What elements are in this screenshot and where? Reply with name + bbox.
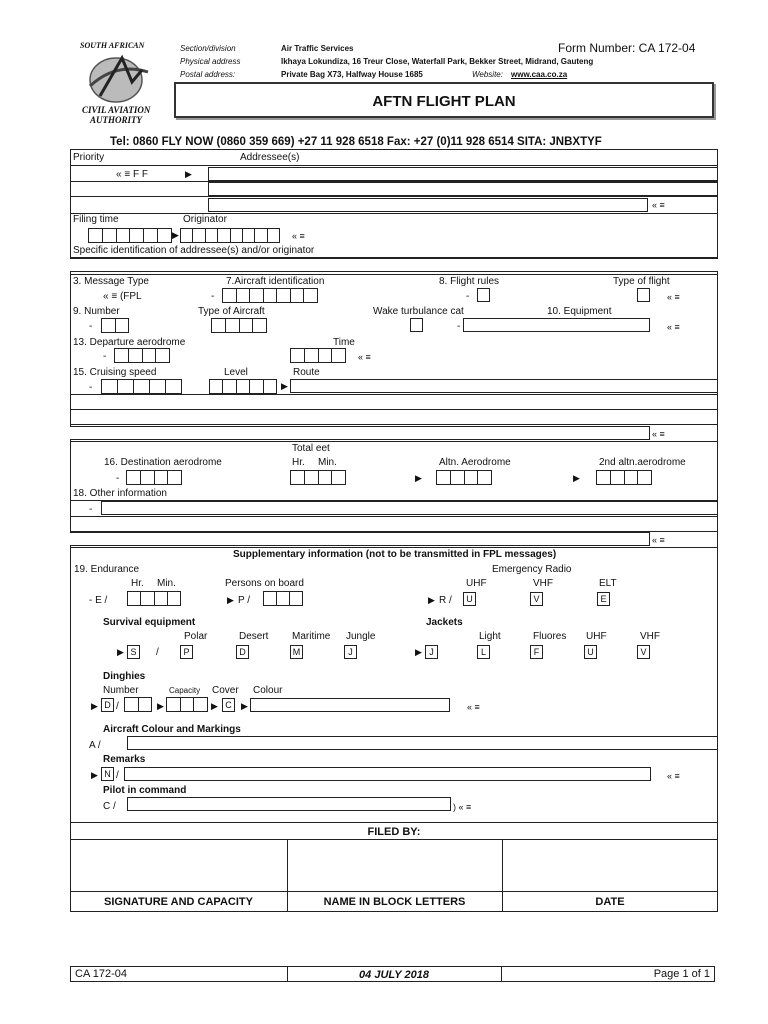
remarks-label: Remarks <box>103 754 146 765</box>
filing-time-label: Filing time <box>73 214 119 225</box>
dinghy-number-input[interactable] <box>124 697 152 712</box>
addressee-field-3[interactable] <box>208 198 648 212</box>
time-label: Time <box>333 337 355 348</box>
item9-label: 9. Number <box>73 306 120 317</box>
number-label: Number <box>103 685 139 696</box>
wake-input[interactable] <box>410 318 423 332</box>
arrow-icon: ▶ <box>185 169 192 179</box>
end-of-line-marker: « ≡ <box>358 352 371 362</box>
item18-label: 18. Other information <box>73 488 167 499</box>
type-aircraft-label: Type of Aircraft <box>198 306 265 317</box>
page-footer <box>70 966 715 982</box>
level-label: Level <box>224 367 248 378</box>
elt-label: ELT <box>599 578 617 589</box>
name-block-label: NAME IN BLOCK LETTERS <box>323 896 466 908</box>
polar-label: Polar <box>184 631 208 642</box>
form-code: CA 172-04 <box>75 968 127 980</box>
aircraft-id-input[interactable] <box>222 288 318 303</box>
arrow-icon: ▶ <box>91 770 98 780</box>
date-label: DATE <box>595 896 625 908</box>
aircraft-colour-input[interactable] <box>127 736 718 750</box>
arrow-icon: ▶ <box>281 381 288 391</box>
altn2-aerodrome-input[interactable] <box>596 470 652 485</box>
level-input[interactable] <box>209 379 277 394</box>
destination-input[interactable] <box>126 470 182 485</box>
other-info-field-1[interactable] <box>101 501 718 515</box>
dash: - <box>466 291 470 302</box>
arrow-icon: ▶ <box>211 701 218 711</box>
dinghies-label: Dinghies <box>103 671 146 682</box>
persons-input[interactable] <box>263 591 303 606</box>
arrow-icon: ▶ <box>415 473 422 483</box>
eet-min-label: Min. <box>318 457 337 468</box>
end-of-line-marker: « ≡ <box>667 771 680 781</box>
other-info-field-2[interactable] <box>70 532 650 546</box>
altn-label: Altn. Aerodrome <box>439 457 511 468</box>
light-checkbox[interactable]: L <box>477 645 490 659</box>
radio-prefix: R / <box>439 595 452 606</box>
contact-line: Tel: 0860 FLY NOW (0860 359 669) +27 11 928 6518 Fax: +27 (0)11 928 6514 SITA: JNBXTYF <box>110 136 602 148</box>
type-aircraft-input[interactable] <box>211 318 267 333</box>
specific-id-label: Specific identification of addressee(s) and/or originator <box>73 245 315 256</box>
signature-field[interactable] <box>71 840 286 890</box>
endurance-min-label: Min. <box>157 578 176 589</box>
form-number: Form Number: CA 172-04 <box>558 41 696 55</box>
arrow-icon: ▶ <box>117 647 124 657</box>
end-of-line-marker: « ≡ <box>467 702 480 712</box>
message-type-value: « ≡ (FPL <box>103 291 142 302</box>
type-of-flight-label: Type of flight <box>613 276 670 287</box>
arrow-icon: ▶ <box>415 647 422 657</box>
number-input[interactable] <box>101 318 129 333</box>
vhf-label: VHF <box>533 578 553 589</box>
elt-checkbox[interactable]: E <box>597 592 610 606</box>
eet-hr-label: Hr. <box>292 457 305 468</box>
item15-label: 15. Cruising speed <box>73 367 157 378</box>
slash: / <box>116 701 119 712</box>
postal-value: Private Bag X73, Halfway House 1685 <box>281 70 423 79</box>
altn-aerodrome-input[interactable] <box>436 470 492 485</box>
ff-prefix: « ≡ F F <box>116 169 148 180</box>
arrow-icon: ▶ <box>91 701 98 711</box>
filing-time-input[interactable] <box>88 228 172 243</box>
uhf-checkbox[interactable]: U <box>463 592 476 606</box>
website-label: Website: <box>472 70 503 79</box>
vhf-checkbox[interactable]: V <box>530 592 543 606</box>
specific-id-field[interactable] <box>70 258 718 272</box>
item3-label: 3. Message Type <box>73 276 149 287</box>
desert-label: Desert <box>239 631 269 642</box>
originator-input[interactable] <box>180 228 280 243</box>
physical-value: Ikhaya Lokundiza, 16 Treur Close, Waterfall Park, Bekker Street, Midrand, Gauteng <box>281 57 594 66</box>
end-of-line-marker: « ≡ <box>667 322 680 332</box>
end-of-line-marker: « ≡ <box>667 292 680 302</box>
jacket-uhf-label: UHF <box>586 631 607 642</box>
dinghy-colour-input[interactable] <box>250 698 450 712</box>
arrow-icon: ▶ <box>428 595 435 605</box>
signature-label: SIGNATURE AND CAPACITY <box>104 896 253 908</box>
departure-input[interactable] <box>114 348 170 363</box>
addressee-field-1[interactable] <box>208 167 718 181</box>
altn2-label: 2nd altn.aerodrome <box>599 457 686 468</box>
originator-label: Originator <box>183 214 227 225</box>
pilot-label: Pilot in command <box>103 785 187 796</box>
item16-label: 16. Destination aerodrome <box>104 457 222 468</box>
wake-label: Wake turbulance cat <box>373 306 464 317</box>
priority-label: Priority <box>73 152 105 163</box>
jackets-label: Jackets <box>426 617 463 628</box>
survival-label: Survival equipment <box>103 617 196 628</box>
arrow-icon: ▶ <box>241 701 248 711</box>
jacket-vhf-label: VHF <box>640 631 660 642</box>
persons-label: Persons on board <box>225 578 304 589</box>
arrow-icon: ▶ <box>573 473 580 483</box>
end-of-line-marker: « ≡ <box>652 200 665 210</box>
dash: - <box>103 351 107 362</box>
polar-checkbox[interactable]: P <box>180 645 193 659</box>
aircraft-colour-label: Aircraft Colour and Markings <box>103 724 241 735</box>
departure-time-input[interactable] <box>290 348 346 363</box>
slash: / <box>116 770 119 781</box>
cruising-speed-input[interactable] <box>101 379 182 394</box>
supplementary-title: Supplementary information (not to be transmitted in FPL messages) <box>233 549 557 560</box>
pilot-input[interactable] <box>127 797 451 811</box>
dash: - <box>457 321 461 332</box>
maritime-checkbox[interactable]: M <box>290 645 303 659</box>
dinghy-capacity-input[interactable] <box>166 697 208 712</box>
pilot-prefix: C / <box>103 801 116 812</box>
physical-label: Physical address <box>180 57 241 66</box>
remarks-input[interactable] <box>124 767 651 781</box>
jackets-checkbox[interactable]: J <box>425 645 438 659</box>
addressees-label: Addressee(s) <box>240 152 300 163</box>
jungle-checkbox[interactable]: J <box>344 645 357 659</box>
jungle-label: Jungle <box>346 631 376 642</box>
logo-text-line1: SOUTH AFRICAN <box>80 41 145 50</box>
remarks-checkbox[interactable]: N <box>101 767 114 781</box>
name-field[interactable] <box>288 840 501 890</box>
end-of-line-marker: « ≡ <box>292 231 305 241</box>
endurance-hr-label: Hr. <box>131 578 144 589</box>
desert-checkbox[interactable]: D <box>236 645 249 659</box>
dinghies-checkbox[interactable]: D <box>101 698 114 712</box>
maritime-label: Maritime <box>292 631 331 642</box>
slash: / <box>156 647 159 658</box>
filed-by-heading: FILED BY: <box>367 826 421 838</box>
dash: - <box>89 321 93 332</box>
section-value: Air Traffic Services <box>281 44 354 53</box>
item7-label: 7.Aircraft identification <box>226 276 325 287</box>
cover-label: Cover <box>212 685 239 696</box>
total-eet-input[interactable] <box>290 470 346 485</box>
item13-label: 13. Departure aerodrome <box>73 337 186 348</box>
endurance-input[interactable] <box>127 591 181 606</box>
light-label: Light <box>479 631 501 642</box>
jacket-vhf-checkbox[interactable]: V <box>637 645 650 659</box>
cover-checkbox[interactable]: C <box>222 698 235 712</box>
dash: - <box>116 473 120 484</box>
page-title: AFTN FLIGHT PLAN <box>372 93 516 110</box>
capacity-label: Capacity <box>169 686 201 695</box>
logo-emblem-icon <box>82 52 156 104</box>
jacket-uhf-checkbox[interactable]: U <box>584 645 597 659</box>
dash: - <box>89 382 93 393</box>
pilot-end-marker: ) « ≡ <box>453 802 472 812</box>
flight-rules-input[interactable] <box>477 288 490 302</box>
end-of-line-marker: « ≡ <box>652 429 665 439</box>
total-eet-label: Total eet <box>292 443 330 454</box>
arrow-icon: ▶ <box>157 701 164 711</box>
persons-prefix: P / <box>238 595 251 606</box>
equipment-input[interactable] <box>463 318 650 332</box>
date-field[interactable] <box>503 840 717 890</box>
fluores-checkbox[interactable]: F <box>530 645 543 659</box>
route-label: Route <box>293 367 320 378</box>
item10-label: 10. Equipment <box>547 306 612 317</box>
logo-text-line3: AUTHORITY <box>90 115 143 125</box>
website-link[interactable]: www.caa.co.za <box>511 70 568 79</box>
uhf-label: UHF <box>466 578 487 589</box>
endurance-prefix: - E / <box>89 595 108 606</box>
colour-label: Colour <box>253 685 283 696</box>
caa-logo <box>74 38 164 130</box>
title-box <box>174 82 714 118</box>
page-number: Page 1 of 1 <box>653 968 710 980</box>
issue-date: 04 JULY 2018 <box>359 969 429 981</box>
arrow-icon: ▶ <box>172 230 179 240</box>
emergency-radio-label: Emergency Radio <box>492 564 572 575</box>
arrow-icon: ▶ <box>227 595 234 605</box>
aircraft-colour-prefix: A / <box>89 740 101 751</box>
end-of-line-marker: « ≡ <box>652 535 665 545</box>
addressee-field-2[interactable] <box>208 182 718 196</box>
section-label: Section/division <box>180 44 236 53</box>
fluores-label: Fluores <box>533 631 567 642</box>
item8-label: 8. Flight rules <box>439 276 500 287</box>
postal-label: Postal address: <box>180 70 236 79</box>
logo-text-line2: CIVIL AVIATION <box>82 105 151 115</box>
route-field-1[interactable] <box>290 379 718 393</box>
route-field-2[interactable] <box>70 426 650 440</box>
endurance-label: 19. Endurance <box>74 564 140 575</box>
dash: - <box>89 504 93 515</box>
dash: - <box>211 291 215 302</box>
type-of-flight-input[interactable] <box>637 288 650 302</box>
survival-checkbox[interactable]: S <box>127 645 140 659</box>
